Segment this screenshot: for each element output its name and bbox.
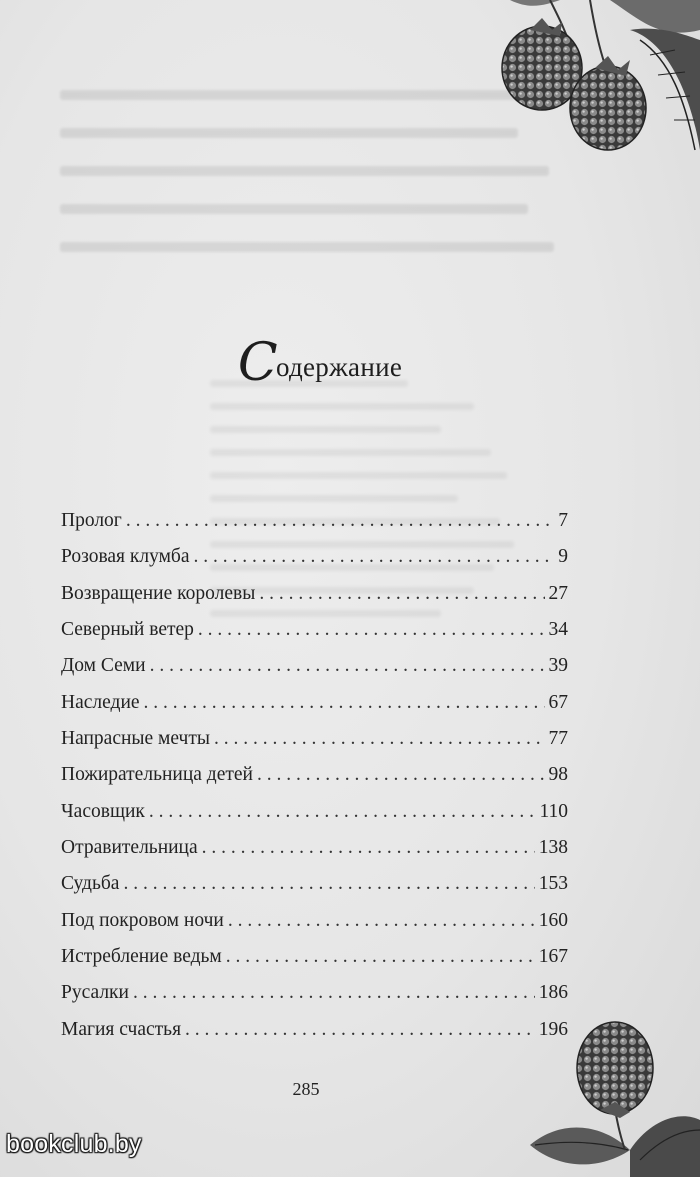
site-watermark: bookclub.by [6,1130,142,1158]
toc-entry-title: Судьба [61,873,120,895]
toc-entry-page: 77 [548,728,568,750]
toc-entry [61,728,568,764]
dot-leader [126,510,550,532]
toc-entry-title: Русалки [61,982,129,1004]
toc-entry [61,910,568,946]
dot-leader [150,655,545,677]
dot-leader [226,946,535,968]
toc-entry-title: Розовая клумба [61,546,190,568]
toc-entry-title: Дом Семи [61,655,146,677]
toc-entry-page: 153 [538,873,568,895]
dot-leader [144,692,545,714]
raspberry-branch-icon [490,0,700,180]
toc-entry [61,801,568,837]
toc-entry-page: 196 [538,1018,568,1040]
dot-leader [214,728,545,750]
toc-entry [61,764,568,800]
toc-entry [61,873,568,909]
toc-entry [61,583,568,619]
toc-entry-page: 39 [548,655,568,677]
toc-entry-title: Возвращение королевы [61,582,256,604]
page-number: 285 [292,1079,320,1099]
toc-entry [61,692,568,728]
toc-entry [61,510,568,546]
toc-entry [61,655,568,691]
toc-entry [61,546,568,582]
title-rest: одержание [275,352,403,382]
table-of-contents [61,510,568,1055]
toc-entry-title: Северный ветер [61,619,194,641]
toc-entry-page: 138 [538,837,568,859]
toc-entry-title: Наследие [61,691,140,713]
toc-entry-page: 186 [538,982,568,1004]
toc-entry-title: Пролог [61,510,122,531]
toc-entry-page: 9 [558,546,568,568]
toc-entry-page: 110 [539,800,568,822]
toc-entry [61,1019,568,1055]
toc-entry-title: Пожирательница детей [61,764,253,786]
dot-leader [133,982,535,1004]
toc-entry [61,982,568,1018]
toc-entry-title: Под покровом ночи [61,909,224,931]
toc-entry [61,837,568,873]
toc-entry [61,619,568,655]
dot-leader [185,1019,535,1041]
toc-entry [61,946,568,982]
dot-leader [123,873,534,895]
toc-entry-title: Магия счастья [61,1018,182,1040]
dot-leader [202,837,535,859]
toc-entry-title: Часовщик [61,800,145,822]
title-initial: С [237,333,278,393]
toc-entry-page: 167 [538,946,568,968]
toc-entry-page: 34 [548,619,568,641]
toc-entry-page: 98 [548,764,568,786]
page-title [0,333,640,393]
dot-leader [259,583,544,605]
toc-entry-title: Напрасные мечты [61,728,210,750]
dot-leader [149,801,536,823]
toc-entry-title: Истребление ведьм [61,946,222,968]
toc-entry-title: Отравительница [61,837,198,859]
dot-leader [228,910,535,932]
toc-entry-page: 67 [548,691,568,713]
toc-entry-page: 160 [538,909,568,931]
dot-leader [257,764,545,786]
toc-entry-page: 27 [548,582,568,604]
dot-leader [194,546,550,568]
dot-leader [198,619,545,641]
toc-entry-page: 7 [558,510,568,531]
